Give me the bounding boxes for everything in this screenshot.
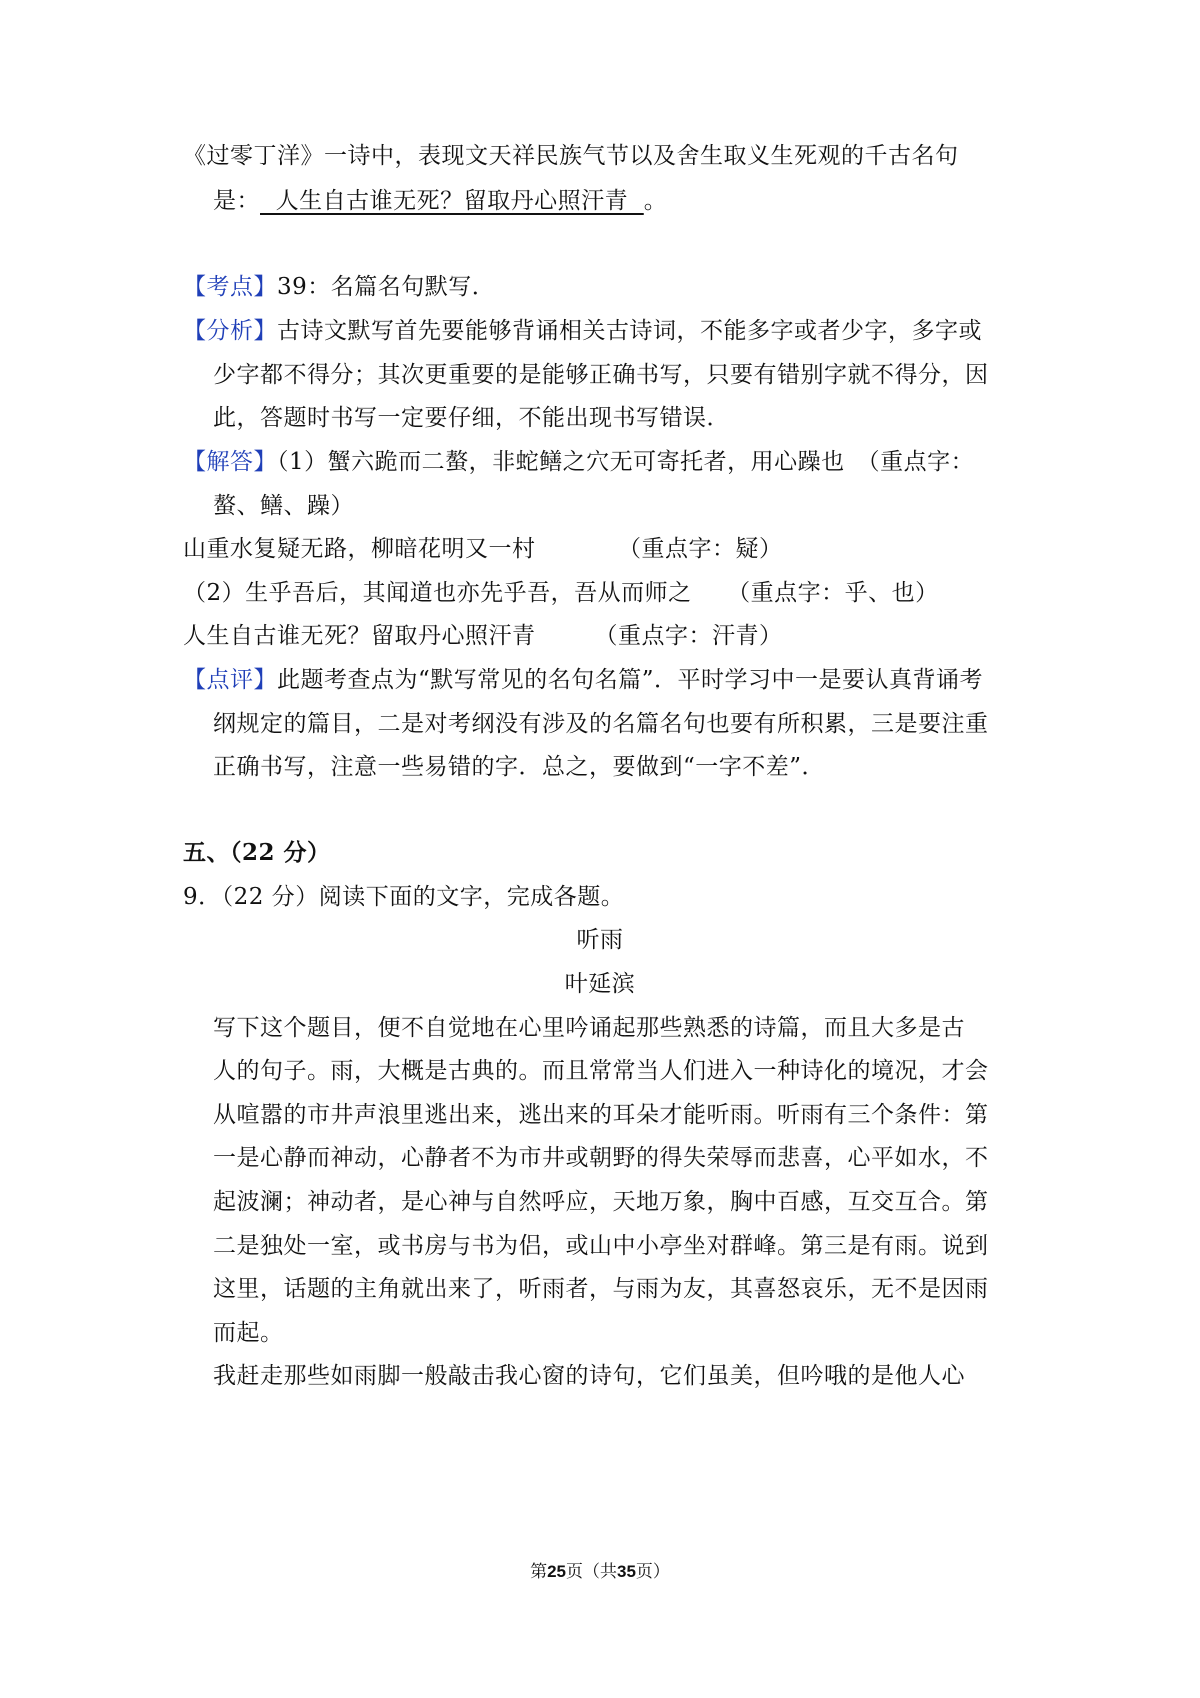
dianping-line-1 bbox=[183, 665, 983, 695]
q8-answer-line bbox=[213, 186, 667, 216]
para1-line-4: 一是心静而神动，心静者不为市井或朝野的得失荣辱而悲喜，心平如水，不 bbox=[213, 1145, 989, 1171]
article-author: 叶延滨 bbox=[564, 971, 636, 997]
kaodian-tag: 【考点】 bbox=[183, 274, 277, 300]
jieda-line-2: 螯、鳝、躁） bbox=[213, 493, 354, 519]
kaodian-line bbox=[183, 272, 495, 302]
kaodian-text: 39：名篇名句默写． bbox=[277, 274, 496, 300]
q9-stem: 9．（22 分）阅读下面的文字，完成各题。 bbox=[183, 884, 625, 910]
jieda-line-1 bbox=[183, 447, 974, 477]
footer-page-number: 25 bbox=[547, 1562, 566, 1581]
footer-total-pages: 35 bbox=[617, 1562, 636, 1581]
dianping-tag: 【点评】 bbox=[183, 667, 277, 693]
page-footer bbox=[0, 1557, 1200, 1582]
section-title: 五、（22 分） bbox=[183, 839, 331, 866]
footer-mid: 页（共 bbox=[566, 1562, 617, 1582]
fenxi-text-1: 古诗文默写首先要能够背诵相关古诗词，不能多字或者少字，多字或 bbox=[277, 318, 982, 344]
fenxi-line-1 bbox=[183, 316, 982, 346]
q8-suffix: 。 bbox=[643, 188, 668, 214]
para1-line-6: 二是独处一室，或书房与书为侣，或山中小亭坐对群峰。第三是有雨。说到 bbox=[213, 1233, 989, 1259]
fenxi-tag: 【分析】 bbox=[183, 318, 277, 344]
dianping-line-3: 正确书写，注意一些易错的字．总之，要做到“一字不差”． bbox=[213, 754, 826, 780]
dianping-text-1: 此题考查点为“默写常见的名句名篇”．平时学习中一是要认真背诵考 bbox=[277, 667, 984, 693]
jieda-line-4: （2）生乎吾后，其闻道也亦先乎吾，吾从而师之 （重点字：乎、也） bbox=[183, 580, 939, 606]
para1-line-8: 而起。 bbox=[213, 1320, 284, 1346]
para2-line-1: 我赶走那些如雨脚一般敲击我心窗的诗句，它们虽美，但吟哦的是他人心 bbox=[213, 1363, 965, 1389]
fenxi-line-3: 此，答题时书写一定要仔细，不能出现书写错误． bbox=[213, 405, 730, 431]
para1-line-7: 这里，话题的主角就出来了，听雨者，与雨为友，其喜怒哀乐，无不是因雨 bbox=[213, 1276, 989, 1302]
q8-answer-blank: 人生自古谁无死？留取丹心照汗青 bbox=[260, 188, 644, 214]
footer-post: 页） bbox=[635, 1562, 670, 1582]
jieda-text-1: （1）蟹六跪而二螯，非蛇鳝之穴无可寄托者，用心躁也 （重点字： bbox=[277, 449, 975, 475]
para1-line-3: 从喧嚣的市井声浪里逃出来，逃出来的耳朵才能听雨。听雨有三个条件：第 bbox=[213, 1102, 989, 1128]
jieda-line-3: 山重水复疑无路，柳暗花明又一村 （重点字：疑） bbox=[183, 536, 783, 562]
article-title: 听雨 bbox=[576, 927, 624, 953]
para1-line-5: 起波澜；神动者，是心神与自然呼应，天地万象，胸中百感，互交互合。第 bbox=[213, 1189, 989, 1215]
q8-line-1: 《过零丁洋》一诗中，表现文天祥民族气节以及舍生取义生死观的千古名句 bbox=[183, 143, 959, 169]
para1-line-1: 写下这个题目，便不自觉地在心里吟诵起那些熟悉的诗篇，而且大多是古 bbox=[213, 1015, 965, 1041]
fenxi-line-2: 少字都不得分；其次更重要的是能够正确书写，只要有错别字就不得分，因 bbox=[213, 362, 989, 388]
footer-pre: 第 bbox=[530, 1562, 548, 1582]
q8-prefix: 是： bbox=[213, 188, 260, 214]
jieda-tag: 【解答】 bbox=[183, 449, 277, 475]
para1-line-2: 人的句子。雨，大概是古典的。而且常常当人们进入一种诗化的境况，才会 bbox=[213, 1058, 989, 1084]
dianping-line-2: 纲规定的篇目，二是对考纲没有涉及的名篇名句也要有所积累，三是要注重 bbox=[213, 711, 989, 737]
jieda-line-5: 人生自古谁无死？留取丹心照汗青 （重点字：汗青） bbox=[183, 623, 783, 649]
